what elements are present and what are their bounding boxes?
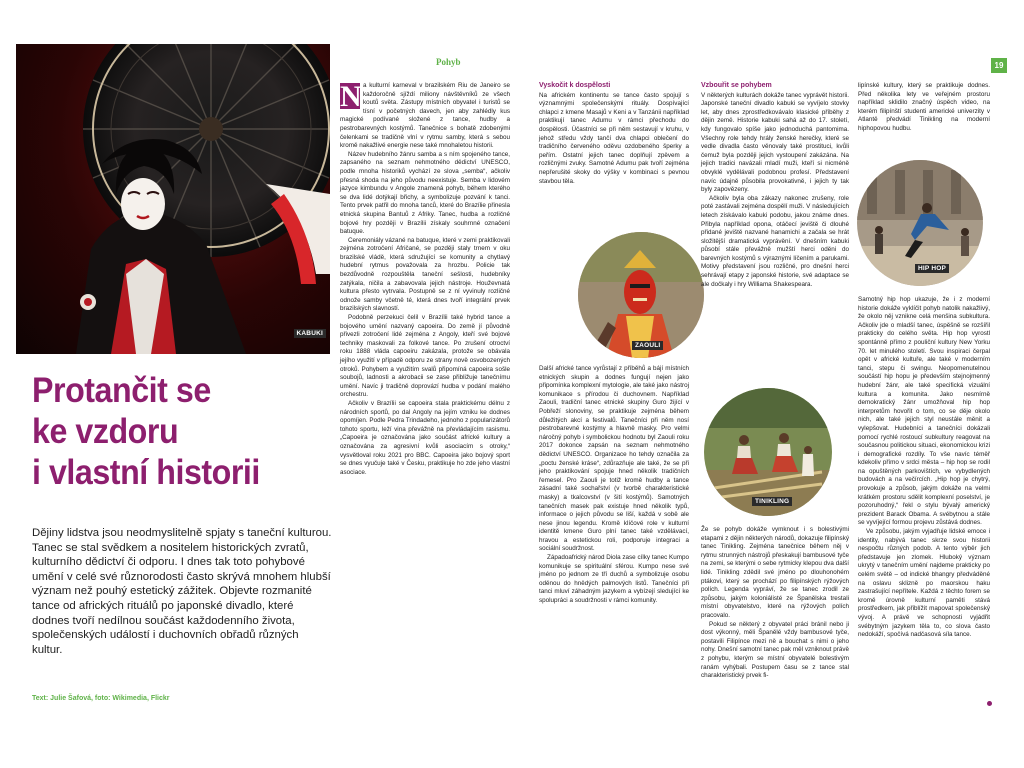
headline-line-1: Protančit se [32, 371, 211, 410]
paragraph: Název hudebního žánru samba a s ním spojeného tance, zapsaného na seznam nehmotného dědictví UNESCO, podle mnoha historiků vychází ze slova „semba“, ačkoliv přesná shoda na jeho původu neexistuje. Semba v lidovém jazyce kimbundu v Angole znamená pohyb, během kterého se dva lidé dotýkají břichy, a symbolizuje pozvání k tanci. Tento prvek patřil do mnoha tanců, které do Brazílie přinesla etnická skupina Bantuů z Afriky. Tanec, hudba a rozličné bojové hry později v Brazílii získaly souhrnné označení batuque. [340, 150, 510, 236]
subheading: Vyskočit k dospělosti [539, 82, 611, 89]
hiphop-label: HIP HOP [915, 264, 949, 273]
headline-line-3: i vlastní historii [32, 453, 260, 492]
text-column-3 [701, 82, 849, 289]
text-column-3b [701, 526, 849, 681]
paragraph: Západoafrický národ Diola zase cílky tanec Kumpo komunikuje se spirituální sférou. Kumpo nese své jméno po jednom ze tří duchů a symbolizuje osobu oděnou do hnědých palmových listů. Tanečníci při tanci mluví záhadným jazykem a vybízejí sledující ke spolupráci a soudržnosti v rámci komunity. [539, 554, 689, 605]
zaouli-photo [578, 232, 704, 358]
text-column-1 [340, 82, 510, 477]
text-column-4b [858, 296, 990, 640]
headline [32, 370, 308, 493]
text-column-2b [539, 365, 689, 606]
headline-line-2: ke vzdoru [32, 412, 179, 451]
paragraph: Pokud se některý z obyvatel práci bránil nebo ji dost výkonný, měli Španělé vždy bambusové tyče, postavili Filipínce mezi ně a bouchat s nimi o jeho nohy. Dnešní samotní tanec pak měl vzniknout právě z pohybu, kterým se místní obyvatelé bolestivým ranám vyhýbali. Postupem času se z tance stal charakteristický prvek fi- [701, 620, 849, 680]
page-number-right: 19 [991, 58, 1007, 73]
paragraph: Na africkém kontinentu se tance často spojují s významnými společenskými rituály. Dospívající chlapci z kmene Masajů v Keni a v Tanzánii například praktikují tanec Adumu v rámci přechodu do dospělosti. Účastníci se při něm sestavují v kruhu, v jehož středu vždy tančí dva chlapci oblečení do tradičního červeného oděvu ozdobeného šperky a peřím. Ostatní jejich tanec doplňují zpěvem a rozličnými zvuky. Samotné Adumu pak tvoří zejména nepřerušité skoky do výšky v kombinaci s pevnou stavbou těla. [539, 91, 689, 185]
drop-cap: N [340, 80, 362, 113]
kabuki-label: KABUKI [294, 329, 326, 338]
tinikling-photo [704, 388, 832, 516]
lead-paragraph: Dějiny lidstva jsou neodmyslitelně spjaty s taneční kulturou. Tanec se stal svědkem a nositelem historických zvratů, kulturního dědictví či odporu. I dnes tak toto pohybové umění v celé své různorodosti často skrývá mnohem hlubší význam než pouhý estetický zážitek. Objevte rozmanité tance od afrických rituálů po japonské divadlo, které dodnes tvoří nedílnou součást každodenního života, společenských událostí i duchovních obřadů různých kultur. [32, 527, 332, 656]
paragraph: lipínské kultury, který se praktikuje dodnes. Před několika lety ve veřejném prostoru například sklidilo značný úspěch video, na kterém filipínští studenti americké univerzity v Atlantě předvádí Tinikling na moderní hiphopovou hudbu. [858, 82, 990, 132]
paragraph: Ačkoliv byla oba zákazy nakonec zrušeny, role poté zastávali zejména dospělí muži. V následujících letech získávalo kabuki podobu, jakou známe dnes. Přibyla například opona, otáčecí jeviště či dlouhé přidané jeviště nazvané hanamichi a začala se hrát složitější dramatická vyprávění. V dnešním kabuki působí stále převážně mužští herci oděni do barevných kostýmů s výraznými líčením a parukami. Motivy představení jsou rozličné, pro dnešní herci sehrávají etapy z japonské historie, své adaptace se ale dočkaly i hry Williama Shakespeara. [701, 194, 849, 288]
section-title: Pohyb [436, 57, 461, 67]
text-column-4 [858, 82, 990, 134]
tinikling-label: TINIKLING [752, 497, 792, 506]
kabuki-illustration [16, 44, 330, 354]
paragraph: Ve způsobu, jakým vyjadřuje lidské emoce i identity, nabývá tanec skrze svou historii nespočtu různých podob. A tento výběr jich představuje jen zlomek. Hluboký význam ukrytý v tanečním umění najdeme prakticky po celém světě – od indické bhangry předváděné na oslavu sklizně po maorskou haku zastrašující nepřítele. Každá z těchto forem se kromě úrovně kulturní paměti stává prostředkem, jak přiblížit mapovat společenský vývoj. A právě ve schopnosti vyjádřit svébytným jazykem těla to, co slova často nedokáží, spočívá nadčasová síla tance. [858, 528, 990, 639]
paragraph: Podobně perzekuci čelil v Brazílii také hybrid tance a bojového umění nazvaný capoeira. Do země jí původně přivezli zotročení lidé zejména z Angoly, kteří své bojové techniky maskovali za folkové tance. Po zrušení otroctví roku 1888 vláda capoeiru zakázala, protože se obávala jejího využití v případě odporu ze strany nově osvobozených otroků. Pohybem a využitím svalů připomíná capoeira sošle soubojů, ladnosti a akrobacii se zase přibližuje tanečnímu umění. Navíc ji tradičně doprovází hudba v podání malého orchestru. [340, 314, 510, 399]
hiphop-photo [857, 160, 983, 286]
text-column-2 [539, 82, 689, 186]
photo-credit: Text: Julie Šafová, foto: Wikimedia, Flickr [32, 695, 170, 702]
paragraph: Ačkoliv v Brazílii se capoeira stala praktickému délnu z národních sportů, po dal Angoly na jejím vzniku ke dodnes opomíjen. Podle Pedra Trindadeho, jednoho z popularizátorů tohoto sportu, leží vina převážně na převládajícím rasismu. „Capoeira je označována jako součást africké kultury a označována za agresivní kvůli asociacím s otroky,“ vysvětloval roku 2021 pro BBC. Capoeira jako bojový sport se dnes vyučuje také v Česku, praktikuje ho zde jeho vlastní asociace. [340, 399, 510, 476]
paragraph: a kulturní karneval v brazilském Riu de Janeiro se každoročně sjíždí miliony návštěvníků ze všech koutů světa. Zástupy místních obyvatel i turistů se tísní v početných davech, jen aby zahlédly kus magické podívané složené z tance, hudby a pestrobarevných kostýmů. Tanečnice s bohatě zdobenými čelenkami se tradičně vlní v rytmu samby, která s sebou kromě nakažlivé energie nese také mnohaletou historii. [340, 82, 510, 150]
zaouli-label: ZAOULI [632, 341, 663, 350]
paragraph: V některých kulturách dokáže tanec vyprávět historii. Japonské taneční divadlo kabuki se vyvíjelo stovky let, aby dnes zprostředkovávalo klasické příběhy z dějin země. Historie kabuki sahá až do 17. století, kdy fungovalo spíše jako jednoduchá pantomima. Všechny role tehdy hrály ženské herečky, které se vedle divadla často věnovaly také prostituci, kvůli čemuž byla později jejich vystoupení zakázána. Na jejich tradici navázali mladí muži, kteří si nicméně obvyklé vydělávali podobnou profesí. Představení navíc údajně působila provokativně, i jejich ty tak byly zapovězeny. [701, 91, 849, 194]
subheading: Vzbouřit se pohybem [701, 82, 772, 89]
paragraph: Samotný hip hop ukazuje, že i z moderní historie dokáže vyklíčit pohyb natolik nakažlivý, že okolo něj vznikne celá menšina subkultura. Ačkoliv jde o mladší tanec, úspěšně se rozšířil prakticky do celého světa. Hip hop vyrostl spontánně přímo z pouliční kultury New Yorku 70. let minulého století. Svou inspiraci čerpal opět v africké kultuře, ale také v moderním tanci, stepu či swingu. Neopomenutelnou součástí hip hopu je především stejnojmenný hudební žánr, ale také specifická vizuální kultura a komunita. Jako nesmírně demokratický žánr umožňoval hip hop interpretům hovořit o tom, co se děje okolo nich, ale také jejich styl neustále měnit a vylepšovat. Hudebníci a tanečníci dokázali pomocí rychlé rostoucí subkultury reagovat na současnou politickou situaci, ekonomickou krizi i demografické rozdíly. To vše navíc téměř kdekoliv přímo v srdci města – hip hop se rodil na opuštěných parkovištích, ve vybydlených budovách a na večírcích. „Hip hop je chytrý, provokuje a způsob, jakým dokáže na velmi krátkém prostoru sdělit komplexní poselství, je pozoruhodný,“ řekl o stylu bývalý americký prezident Barack Obama. A svébytnou a stále se vyvíjející formou projevu zůstává dodnes. [858, 296, 990, 527]
paragraph: Že se pohyb dokáže vymknout i s bolestivými etapami z dějin některých národů, dokazuje filipínský tanec Tinikling. Zejména tanečnice během něj v rytmu strunných nástrojů přeskakují bambusové tyče na zemi, se kterými o sebe rytmicky klepou dva další lidé. Tinikling zdědil své jméno po dlouhonohém ptákovi, který se prochází po filipínských rýžových polích. Legenda vypráví, že se tanec zrodil ze způsobu, jakým koloniálisté ze Španělska trestali místní obyvatelstvo, které na rýžových polích pracovalo. [701, 526, 849, 619]
zaouli-illustration [578, 232, 704, 358]
paragraph: Další africké tance vyrůstají z příběhů a bájí místních etnických skupin a dodnes fungují nejen jako připomínka komplexní mytologie, ale také jako nástroj komunikace s přírodou či duchovnem. Například Zaouli, tradiční tanec etnické skupiny Guro žijící v Pobřeží slonoviny, se praktikuje zejména během důležitých akcí a festivalů. Tanečníci při něm nosí pestrobarevné kostýmy a hlavně masky. Pro velmi náročný pohyb i symbolickou hodnotu byl Zaouli roku 2017 dokonce zapsán na seznam nehmotného dědictví UNESCO. Organizace ho tehdy označila za „poctu ženské kráse“, zdůrazňuje ale také, že se při jeho praktikování spojuje hned několik tradičních řemesel. Pro Zaouli je totiž kromě hudby a tance zásadní také sochařství (v tvorbě charakteristické masky) a tkalcovství (v šití kostýmů). Samotných tanečních masek pak existuje hned několik typů, informace o jejich původu se liší, každá v sobě ale nese jinou legendu. Kromě klíčové role v kulturní identitě kmene Guro plní tanec také vzdělávací, hravou a estetickou roli, podporuje integraci a sociální soudržnost. [539, 365, 689, 553]
kabuki-photo [16, 44, 330, 354]
end-mark [987, 701, 992, 706]
paragraph: Ceremoniály vázané na batuque, které v zemi praktikovali zejména zotročení Afričané, se později staly trnem v oku brazilské vládě, která sdružující se komunity a chytlavý hudební rytmus považovala za hrozbu. Policie tak bezdůvodně rozpouštěla taneční sešlosti, hudebníky zatýkala, ničila a zabavovala jejich nástroje. Houževnatá kultura přesto vytrvala. Postupně se z ní vyvinuly rozličné odnože samby včetně té, která dnes tvoří integrální prvek brazilských slavností. [340, 236, 510, 313]
